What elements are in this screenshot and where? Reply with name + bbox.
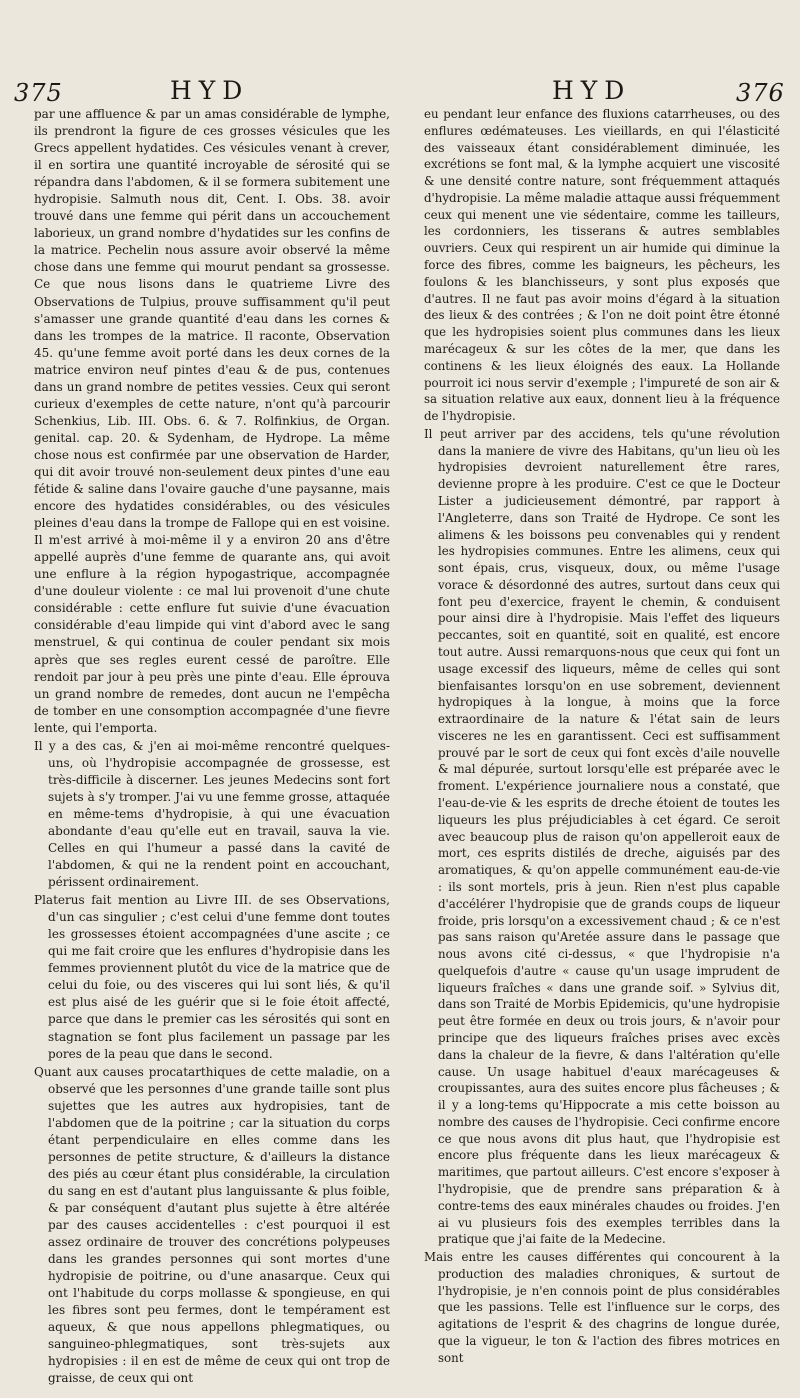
right-text-column xyxy=(424,106,780,1390)
paragraph: par une affluence & par un amas considérable de lymphe, ils prendront la figure de ces grosses vésicules que les Grecs appellent hydatides. Ces vésicules venant à crever, il en sortira une quantité incroyable de sérosité qui se répandra dans l'abdomen, & il se formera subitement une hydropisie. Salmuth nous dit, Cent. I. Obs. 38. avoir trouvé dans une femme qui périt dans un accouchement laborieux, un grand nombre d'hydatides sur les confins de la matrice. Pechelin nous assure avoir observé la même chose dans une femme qui mourut pendant sa grossesse. Ce que nous lisons dans le quatrieme Livre des Observations de Tulpius, prouve suffisamment qu'il peut s'amasser une grande quantité d'eau dans les cornes & dans les trompes de la matrice. Il raconte, Observation 45. qu'une femme avoit porté dans les deux cornes de la matrice environ neuf pintes d'eau & de pus, contenues dans un grand nombre de petites vessies. Ceux qui seront curieux d'exemples de cette nature, n'ont qu'à parcourir Schenkius, Lib. III. Obs. 6. & 7. Rolfinkius, de Organ. genital. cap. 20. & Sydenham, de Hydrope. La même chose nous est confirmée par une observation de Harder, qui dit avoir trouvé non-seulement deux pintes d'une eau fétide & saline dans l'ovaire gauche d'une paysanne, mais encore des hydatides considérables, ou des vésicules pleines d'eau dans la trompe de Fallope qui en est voisine. Il m'est arrivé à moi-même il y a environ 20 ans d'être appellé auprès d'une femme de quarante ans, qui avoit une enflure à la région hypogastrique, accompagnée d'une douleur violente : ce mal lui provenoit d'une chute considérable : cette enflure fut suivie d'une évacuation considérable d'eau limpide qui vint d'abord avec le sang menstruel, & qui continua de couler pendant six mois après que ses regles eurent cessé de paroître. Elle rendoit par jour à peu près une pinte d'eau. Elle éprouva un grand nombre de remedes, dont aucun ne l'empêcha de tomber en une consomption accompagnée d'une fievre lente, qui l'emporta. xyxy=(34,107,390,735)
right-running-head: HYD xyxy=(552,76,632,105)
left-text-column xyxy=(34,106,390,1390)
right-page-number: 376 xyxy=(736,79,785,107)
left-page-number: 375 xyxy=(14,79,63,107)
paragraph: Quant aux causes procatarthiques de cette maladie, on a observé que les personnes d'une grande taille sont plus sujettes que les autres aux hydropisies, tant de l'abdomen que de la poitrine ; car la situation du corps étant perpendiculaire en elles comme dans les personnes de petite structure, & d'ailleurs la distance des piés au cœur étant plus considérable, la circulation du sang en est d'autant plus languissante & plus foible, & par conséquent d'autant plus sujette à être altérée par des causes accidentelles : c'est pourquoi il est assez ordinaire de trouver des concrétions polypeuses dans les grandes personnes qui sont mortes d'une hydropisie de poitrine, ou d'une anasarque. Ceux qui ont l'habitude du corps mollasse & spongieuse, en qui les fibres sont peu fermes, dont le tempérament est aqueux, & que nous appellons phlegmatiques, ou sanguineo-phlegmatiques, sont très-sujets aux hydropisies : il en est de même de ceux qui ont trop de graisse, de ceux qui ont xyxy=(34,1064,390,1386)
paragraph: Platerus fait mention au Livre III. de ses Observations, d'un cas singulier ; c'est celui d'une femme dont toutes les grossesses étoient accompagnées d'une ascite ; ce qui me fait croire que les enflures d'hydropisie dans les femmes proviennent plutôt du vice de la matrice que de celui du foie, ou des visceres qui lui sont liés, & qu'il est plus aisé de les guérir que si le foie étoit affecté, parce que dans le premier cas les sérosités qui sont en stagnation se font plus facilement un passage par les pores de la peau que dans le second. xyxy=(34,893,390,1061)
left-running-head: HYD xyxy=(170,76,250,105)
paragraph: Il y a des cas, & j'en ai moi-même rencontré quelques-uns, où l'hydropisie accompagnée de grossesse, est très-difficile à discerner. Les jeunes Medecins sont fort sujets à s'y tromper. J'ai vu une femme grosse, attaquée en même-tems d'hydropisie, à qui une évacuation abondante d'eau qu'elle eut en travail, sauva la vie. Celles en qui l'humeur a passé dans la cavité de l'abdomen, & qui ne la rendent point en accouchant, périssent ordinairement. xyxy=(34,738,390,890)
paragraph: eu pendant leur enfance des fluxions catarrheuses, ou des enflures œdémateuses. Les vieillards, en qui l'élasticité des vaisseaux étant considérablement diminuée, les excrétions se font mal, & la lymphe acquiert une viscosité & une densité contre nature, sont fréquemment attaqués d'hydropisie. La même maladie attaque aussi fréquemment ceux qui menent une vie sédentaire, comme les tailleurs, les cordonniers, les tisserans & autres semblables ouvriers. Ceux qui respirent un air humide qui diminue la force des fibres, comme les baigneurs, les pêcheurs, les foulons & les blanchisseurs, y sont plus exposés que d'autres. Il ne faut pas avoir moins d'égard à la situation des lieux & des contrées ; & l'on ne doit point être étonné que les hydropisies soient plus communes dans les lieux marécageux & sur les côtes de la mer, que dans les continens & les lieux éloignés des eaux. La Hollande pourroit ici nous servir d'exemple ; l'impureté de son air & sa situation relative aux eaux, donnent lieu à la fréquence de l'hydropisie. xyxy=(424,107,780,424)
paragraph: Mais entre les causes différentes qui concourent à la production des maladies chroniques, & surtout de l'hydropisie, je n'en connois point de plus considérables que les passions. Telle est l'influence sur le corps, des agitations de l'esprit & des chagrins de longue durée, que la vigueur, le ton & l'action des fibres motrices en sont xyxy=(424,1250,780,1365)
paragraph: Il peut arriver par des accidens, tels qu'une révolution dans la maniere de vivre des Habitans, qu'un lieu où les hydropisies devroient naturellement être rares, devienne propre à les produire. C'est ce que le Docteur Lister a judicieusement démontré, par rapport à l'Angleterre, dans son Traité de Hydrope. Ce sont les alimens & les boissons peu convenables qui y rendent les hydropisies communes. Entre les alimens, ceux qui sont épais, crus, visqueux, doux, ou même l'usage vorace & désordonné des autres, surtout dans ceux qui font peu d'exercice, frayent le chemin, & conduisent pour ainsi dire à l'hydropisie. Mais l'effet des liqueurs peccantes, soit en quantité, soit en qualité, est encore tout autre. Aussi remarquons-nous que ceux qui font un usage excessif des liqueurs, même de celles qui sont bienfaisantes lorsqu'on en use sobrement, deviennent hydropiques à la longue, à moins que la force extraordinaire de la nature & l'état sain de leurs visceres ne les en garantissent. Ceci est suffisamment prouvé par le sort de ceux qui font excès d'aile nouvelle & mal dépurée, surtout lorsqu'elle est préparée avec le froment. L'expérience journaliere nous a constaté, que l'eau-de-vie & les esprits de dreche étoient de toutes les liqueurs les plus préjudiciables à cet égard. Ce seroit avec beaucoup plus de raison qu'on appelleroit eaux de mort, ces esprits distilés de dreche, aiguisés par des aromatiques, & qu'on appelle communément eau-de-vie : ils sont mortels, pris à jeun. Rien n'est plus capable d'accélérer l'hydropisie que de grands coups de liqueur froide, pris lorsqu'on a excessivement chaud ; & ce n'est pas sans raison qu'Aretée assure dans le passage que nous avons cité ci-dessus, « que l'hydropisie n'a quelquefois d'autre « cause qu'un usage imprudent de liqueurs fraîches « dans une grande soif. » Sylvius dit, dans son Traité de Morbis Epidemicis, qu'une hydropisie peut être formée en deux ou trois jours, & n'avoir pour principe que des liqueurs fraîches prises avec excès dans la chaleur de la fievre, & dans l'altération qu'elle cause. Un usage habituel d'eaux marécageuses & croupissantes, aura des suites encore plus fâcheuses ; & il y a long-tems qu'Hippocrate a mis cette boisson au nombre des causes de l'hydropisie. Ceci confirme encore ce que nous avons dit plus haut, que l'hydropisie est encore plus fréquente dans les lieux marécageux & maritimes, que partout ailleurs. C'est encore s'exposer à l'hydropisie, que de prendre sans préparation & à contre-tems des eaux minérales chaudes ou froides. J'en ai vu plusieurs fois des exemples terribles dans la pratique que j'ai faite de la Medecine. xyxy=(424,426,780,1247)
